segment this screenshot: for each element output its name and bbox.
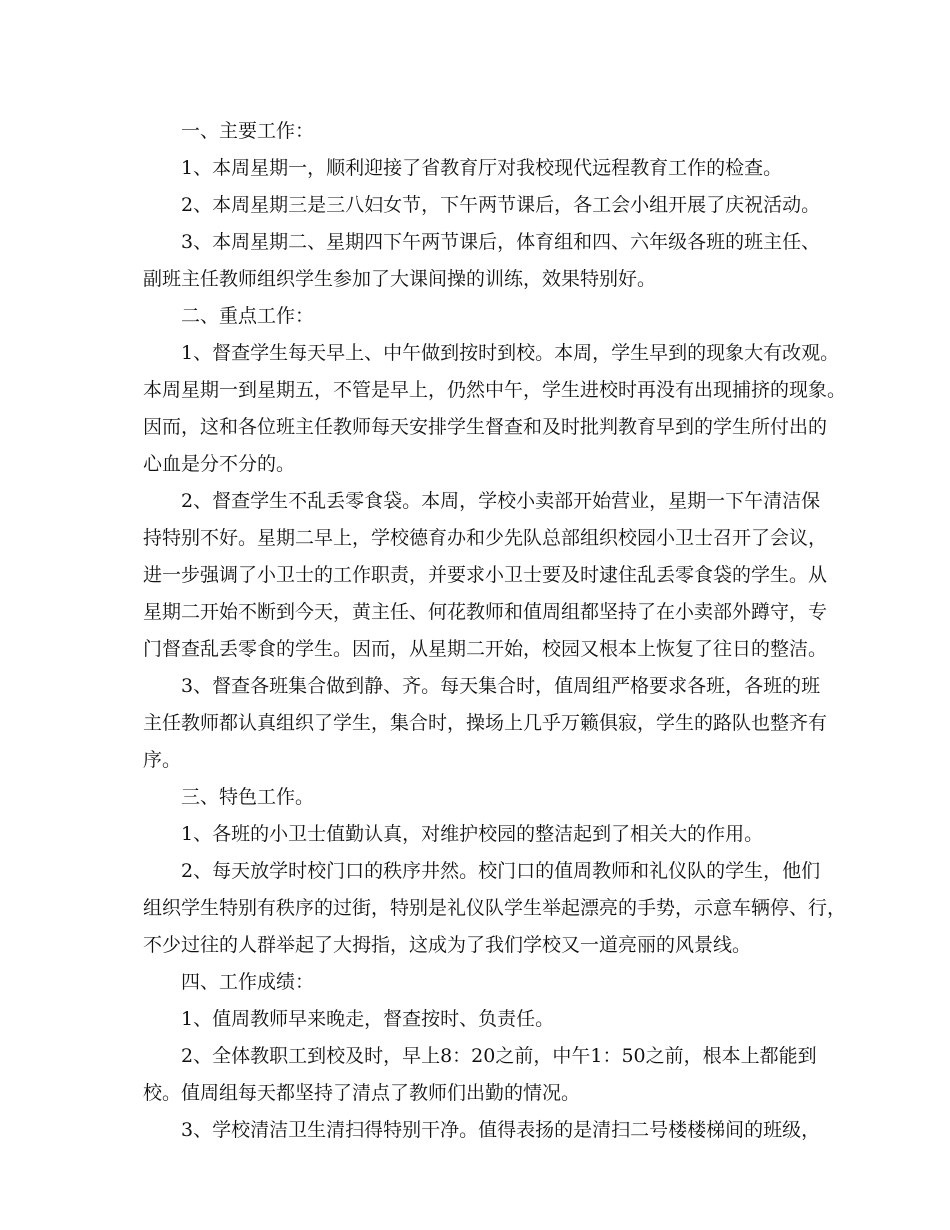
paragraph-line: 持特别不好。星期二早上，学校德育办和少先队总部组织校园小卫士召开了会议，: [143, 527, 828, 549]
paragraph-line-indented: 2、督查学生不乱丢零食袋。本周，学校小卖部开始营业，星期一下午清洁保: [181, 490, 821, 512]
paragraph-line: 校。值周组每天都坚持了清点了教师们出勤的情况。: [143, 1082, 581, 1104]
paragraph-line-indented: 1、本周星期一，顺利迎接了省教育厅对我校现代远程教育工作的检查。: [181, 157, 783, 179]
paragraph-line-indented: 2、本周星期三是三八妇女节，下午两节课后，各工会小组开展了庆祝活动。: [181, 194, 821, 216]
paragraph-line-indented: 3、督查各班集合做到静、齐。每天集合时，值周组严格要求各班，各班的班: [181, 675, 821, 697]
paragraph-line: 不少过往的人群举起了大拇指，这成为了我们学校又一道亮丽的风景线。: [143, 934, 752, 956]
paragraph-line: 主任教师都认真组织了学生，集合时，操场上几乎万籁俱寂，学生的路队也整齐有: [143, 712, 828, 734]
paragraph-line-indented: 2、每天放学时校门口的秩序井然。校门口的值周教师和礼仪队的学生，他们: [181, 860, 821, 882]
document-body: [143, 113, 847, 1149]
paragraph-line-indented: 1、值周教师早来晚走，督查按时、负责任。: [181, 1008, 555, 1030]
paragraph-line-indented: 1、督查学生每天早上、中午做到按时到校。本周，学生早到的现象大有改观。: [181, 342, 840, 364]
paragraph-line-indented: 二、重点工作：: [181, 305, 315, 327]
paragraph-line-indented: 四、工作成绩：: [181, 971, 315, 993]
paragraph-line-indented: 3、本周星期二、星期四下午两节课后，体育组和四、六年级各班的班主任、: [181, 231, 821, 253]
paragraph-line-indented: 2、全体教职工到校及时，早上8：20之前，中午1：50之前，根本上都能到: [181, 1045, 817, 1067]
paragraph-line-indented: 三、特色工作。: [181, 786, 315, 808]
paragraph-line-indented: 1、各班的小卫士值勤认真，对维护校园的整洁起到了相关大的作用。: [181, 823, 764, 845]
paragraph-line: 进一步强调了小卫士的工作职责，并要求小卫士要及时逮住乱丢零食袋的学生。从: [143, 564, 828, 586]
paragraph-line: 因而，这和各位班主任教师每天安排学生督查和及时批判教育早到的学生所付出的: [143, 416, 828, 438]
paragraph-line: 组织学生特别有秩序的过街，特别是礼仪队学生举起漂亮的手势，示意车辆停、行，: [143, 897, 847, 919]
paragraph-line: 序。: [143, 749, 182, 771]
paragraph-line: 副班主任教师组织学生参加了大课间操的训练，效果特别好。: [143, 268, 657, 290]
paragraph-line-indented: 一、主要工作：: [181, 120, 315, 142]
paragraph-line: 心血是分不分的。: [143, 453, 296, 475]
paragraph-line: 星期二开始不断到今天，黄主任、何花教师和值周组都坚持了在小卖部外蹲守，专: [143, 601, 828, 623]
paragraph-line: 门督查乱丢零食的学生。因而，从星期二开始，校园又根本上恢复了往日的整洁。: [143, 638, 828, 660]
paragraph-line-indented: 3、学校清洁卫生清扫得特别干净。值得表扬的是清扫二号楼楼梯间的班级，: [181, 1119, 821, 1141]
paragraph-line: 本周星期一到星期五，不管是早上，仍然中午，学生进校时再没有出现捕挤的现象。: [143, 379, 847, 401]
